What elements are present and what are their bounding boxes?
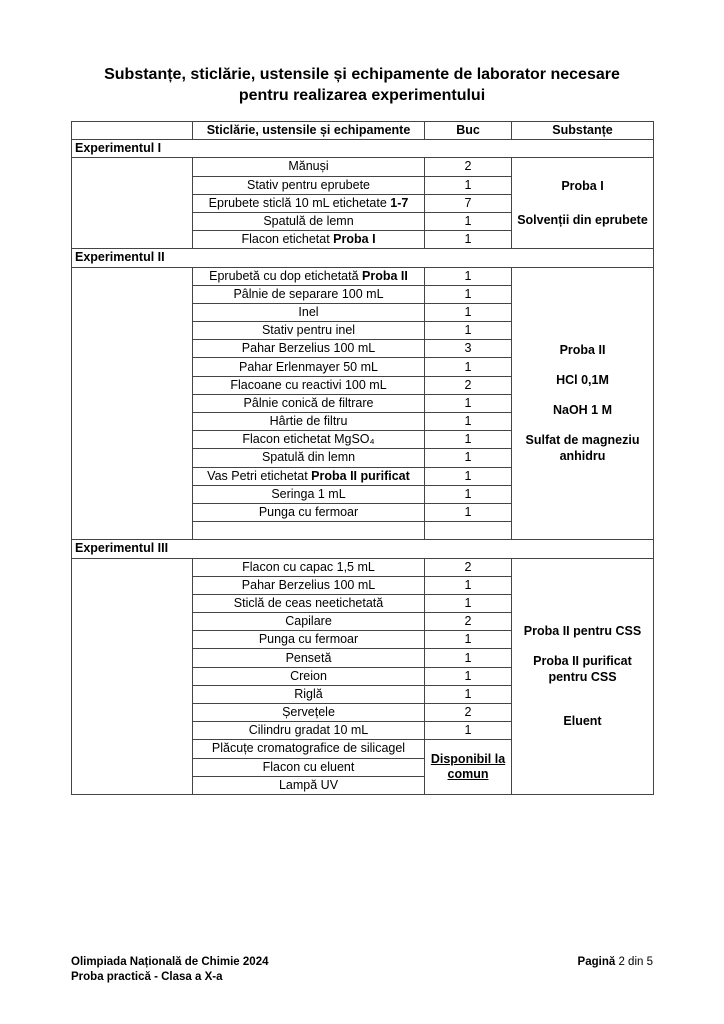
item-cell: Lampă UV (193, 776, 425, 794)
qty-cell: 1 (425, 467, 512, 485)
item-cell (193, 285, 425, 303)
experiment-title-row (72, 249, 654, 267)
item-cell (193, 485, 425, 503)
item-name: Pahar Berzelius 100 mL (241, 341, 376, 356)
qty-cell: 1 (425, 231, 512, 249)
experiment-title: Experimentul III (72, 540, 654, 558)
item-label: Proba I (333, 232, 376, 247)
item-cell (193, 467, 425, 485)
item-cell (193, 704, 425, 722)
header-substances: Substanțe (512, 122, 654, 140)
substance-name: Solvenții din eprubete (517, 213, 648, 228)
item-cell (193, 231, 425, 249)
item-cell (193, 158, 425, 176)
item-name: Eprubetă cu dop etichetată (209, 268, 363, 283)
item-name: Mănuși (288, 159, 329, 174)
blank-cell (72, 158, 193, 249)
item-name: Flacon etichetat MgSO₄ (242, 432, 375, 447)
item-cell (193, 431, 425, 449)
item-name: Vas Petri etichetat (207, 468, 312, 483)
table-row (72, 267, 654, 285)
item-cell (193, 594, 425, 612)
qty-cell: 1 (425, 285, 512, 303)
substance-name: NaOH 1 M (552, 403, 613, 418)
item-cell (193, 685, 425, 703)
item-name: Creion (290, 668, 327, 683)
qty-cell: 7 (425, 194, 512, 212)
blank-cell (72, 558, 193, 794)
item-cell (193, 413, 425, 431)
qty-cell: 1 (425, 485, 512, 503)
qty-cell: 1 (425, 413, 512, 431)
substance-name: HCl 0,1M (556, 373, 609, 388)
item-cell (193, 722, 425, 740)
substance-name: Proba I (561, 179, 604, 194)
table-header-row (72, 122, 654, 140)
item-name: Riglă (294, 686, 323, 701)
item-name: Pâlnie conică de filtrare (243, 395, 374, 410)
item-name: Flacon etichetat (241, 232, 334, 247)
item-name: Stativ pentru eprubete (247, 177, 370, 192)
item-name: Pahar Erlenmayer 50 mL (239, 359, 378, 374)
empty-item-cell (193, 522, 425, 540)
experiment-title: Experimentul I (72, 140, 654, 158)
item-label: Proba II purificat (311, 468, 410, 483)
qty-cell: 1 (425, 431, 512, 449)
item-cell (193, 194, 425, 212)
item-cell (193, 358, 425, 376)
qty-cell: 1 (425, 631, 512, 649)
item-name: Pâlnie de separare 100 mL (233, 286, 384, 301)
qty-cell: 3 (425, 340, 512, 358)
equipment-table-body (72, 122, 654, 795)
item-cell (193, 576, 425, 594)
empty-qty-cell (425, 522, 512, 540)
qty-cell: 1 (425, 722, 512, 740)
item-name: Punga cu fermoar (258, 632, 359, 647)
qty-cell: 1 (425, 594, 512, 612)
item-cell (193, 558, 425, 576)
equipment-table (71, 121, 654, 795)
item-cell (193, 267, 425, 285)
qty-cell: 1 (425, 303, 512, 321)
item-cell (193, 631, 425, 649)
shared-qty-cell: Disponibil la comun (425, 740, 512, 795)
item-cell (193, 303, 425, 321)
experiment-title: Experimentul II (72, 249, 654, 267)
item-name: Flacon cu capac 1,5 mL (242, 559, 375, 574)
footer-left (71, 955, 268, 985)
title-line-1: Substanțe, sticlărie, ustensile și echipamente de laborator necesare (104, 66, 620, 83)
substance-name: Sulfat de magneziu anhidru (525, 433, 640, 464)
item-name: Punga cu fermoar (258, 505, 359, 520)
footer-olympiad: Olimpiada Națională de Chimie 2024 (71, 956, 269, 968)
table-row (72, 158, 654, 176)
item-cell (193, 340, 425, 358)
item-name: Capilare (285, 614, 332, 629)
footer-page (578, 955, 653, 970)
header-empty-cell (72, 122, 193, 140)
page-title (60, 64, 664, 106)
item-cell (193, 322, 425, 340)
qty-cell: 2 (425, 558, 512, 576)
item-cell (193, 667, 425, 685)
blank-cell (72, 267, 193, 540)
title-line-2: pentru realizarea experimentului (238, 87, 486, 104)
footer-page-label: Pagină (577, 956, 616, 968)
qty-cell: 1 (425, 449, 512, 467)
item-cell (193, 376, 425, 394)
item-name: Șervețele (282, 705, 335, 720)
item-label: Proba II (362, 268, 408, 283)
item-name: Pahar Berzelius 100 mL (241, 577, 376, 592)
item-name: Seringa 1 mL (271, 486, 346, 501)
item-cell (193, 503, 425, 521)
substance-name: Eluent (563, 714, 602, 729)
qty-cell: 1 (425, 503, 512, 521)
substance-name: Proba II (559, 343, 606, 358)
experiment-title-row (72, 540, 654, 558)
qty-cell: 1 (425, 212, 512, 230)
item-name: Spatulă de lemn (263, 214, 354, 229)
table-row (72, 558, 654, 576)
qty-cell: 1 (425, 394, 512, 412)
item-name: Flacoane cu reactivi 100 mL (230, 377, 387, 392)
substances-cell (512, 158, 654, 249)
item-cell: Flacon cu eluent (193, 758, 425, 776)
qty-cell: 1 (425, 576, 512, 594)
item-cell (193, 176, 425, 194)
item-cell (193, 449, 425, 467)
qty-cell: 1 (425, 685, 512, 703)
qty-cell: 1 (425, 358, 512, 376)
experiment-title-row (72, 140, 654, 158)
substances-cell (512, 558, 654, 794)
item-name: Spatulă din lemn (261, 450, 356, 465)
header-equipment: Sticlărie, ustensile și echipamente (193, 122, 425, 140)
substance-name: Proba II pentru CSS (523, 624, 642, 639)
qty-cell: 2 (425, 376, 512, 394)
qty-cell: 1 (425, 322, 512, 340)
qty-cell: 1 (425, 176, 512, 194)
item-name: Eprubete sticlă 10 mL etichetate (208, 195, 391, 210)
item-label: 1-7 (390, 195, 409, 210)
footer-page-number: 2 din 5 (618, 956, 653, 968)
item-cell (193, 649, 425, 667)
item-name: Stativ pentru inel (261, 323, 356, 338)
qty-cell: 2 (425, 613, 512, 631)
item-cell (193, 212, 425, 230)
qty-cell: 1 (425, 267, 512, 285)
header-qty: Buc (425, 122, 512, 140)
qty-cell: 1 (425, 649, 512, 667)
item-name: Cilindru gradat 10 mL (248, 723, 369, 738)
item-cell (193, 394, 425, 412)
qty-cell: 1 (425, 667, 512, 685)
qty-cell: 2 (425, 158, 512, 176)
item-cell (193, 613, 425, 631)
substance-name: Proba II purificat pentru CSS (533, 654, 632, 685)
substances-cell (512, 267, 654, 540)
item-name: Inel (298, 304, 319, 319)
item-cell: Plăcuțe cromatografice de silicagel (193, 740, 425, 758)
item-name: Pensetă (285, 650, 332, 665)
qty-cell: 2 (425, 704, 512, 722)
item-name: Sticlă de ceas neetichetată (233, 595, 384, 610)
footer-class: Proba practică - Clasa a X-a (71, 971, 223, 983)
item-name: Hârtie de filtru (269, 414, 348, 429)
